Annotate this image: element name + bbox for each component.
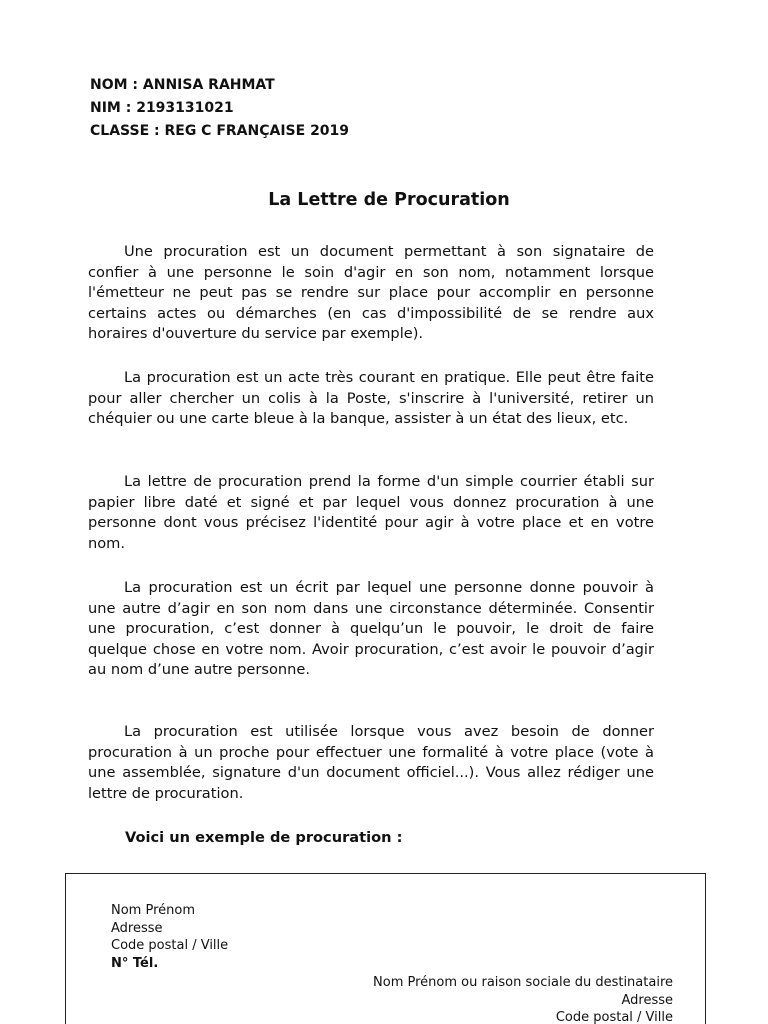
sender-name: Nom Prénom <box>111 903 195 918</box>
student-nim: NIM : 2193131021 <box>90 100 234 116</box>
recipient-address: Adresse <box>621 992 673 1008</box>
paragraph-4: La procuration est un écrit par lequel une personne donne pouvoir à une autre d’agir en son nom dans une circonstance déterminée. Consentir une procuration, c’est donner à quelqu’un le pouvoir, le droit de faire quelque chose en votre nom. Avoir procuration, c’est avoir le pouvoir d’agir au nom d’une autre personne. <box>88 579 654 679</box>
sender-phone: N° Tél. <box>111 955 159 971</box>
student-header <box>90 74 349 143</box>
paragraph-3: La lettre de procuration prend la forme d'un simple courrier établi sur papier libre daté et signé et par lequel vous donnez procuration à une personne dont vous précisez l'identité pour agir à votre place et en votre nom. <box>88 473 654 552</box>
example-letter-box <box>65 873 706 1024</box>
recipient-name: Nom Prénom ou raison sociale du destinataire <box>373 975 673 990</box>
sender-block <box>111 902 228 972</box>
recipient-block <box>373 974 673 1024</box>
student-name: NOM : ANNISA RAHMAT <box>90 77 275 93</box>
sender-postal: Code postal / Ville <box>111 938 229 953</box>
paragraph-1: Une procuration est un document permettant à son signataire de confier à une personne le soin d'agir en son nom, notamment lorsque l'émetteur ne peut pas se rendre sur place pour accomplir en personne certains actes ou démarches (en cas d'impossibilité de se rendre aux horaires d'ouverture du service par exemple). <box>88 243 654 343</box>
paragraph-2: La procuration est un acte très courant en pratique. Elle peut être faite pour aller chercher un colis à la Poste, s'inscrire à l'université, retirer un chéquier ou une carte bleue à la banque, assister à un état des lieux, etc. <box>88 369 654 428</box>
recipient-postal: Code postal / Ville <box>555 1010 673 1024</box>
document-title: La Lettre de Procuration <box>268 190 510 210</box>
example-label: Voici un exemple de procuration : <box>125 829 403 846</box>
sender-address: Adresse <box>111 920 163 936</box>
student-class: CLASSE : REG C FRANÇAISE 2019 <box>90 123 350 139</box>
paragraph-5: La procuration est utilisée lorsque vous avez besoin de donner procuration à un proche pour effectuer une formalité à votre place (vote à une assemblée, signature d'un document officiel...). Vous allez rédiger une lettre de procuration. <box>88 723 654 802</box>
